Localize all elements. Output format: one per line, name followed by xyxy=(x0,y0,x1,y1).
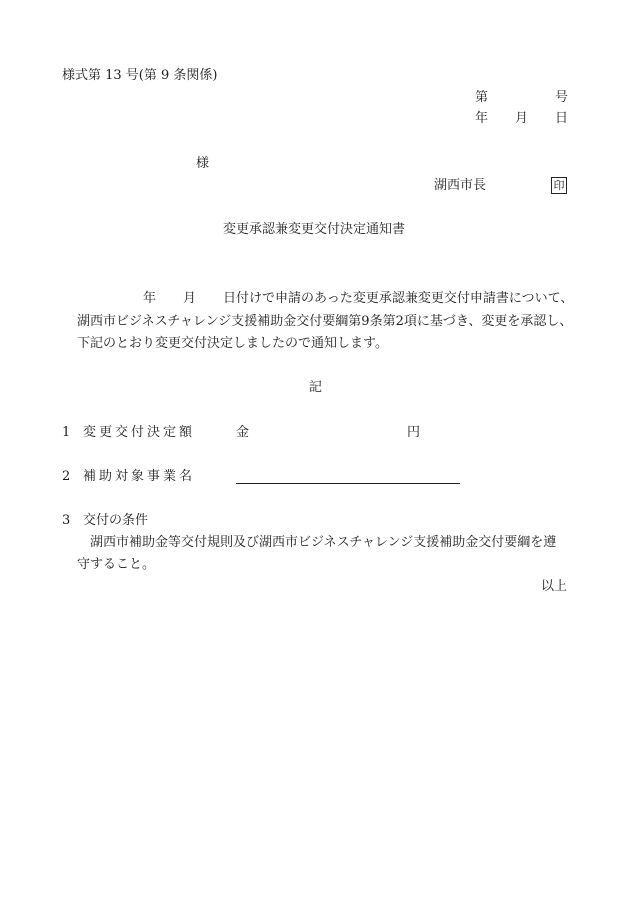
date-day: 日 xyxy=(555,111,569,126)
body-line1: 日付けで申請のあった変更承認兼変更交付申請書について、 xyxy=(223,291,574,306)
item2-label: 補助対象事業名 xyxy=(83,469,196,484)
ki-heading: 記 xyxy=(309,380,323,395)
item3-number: 3 xyxy=(62,513,71,528)
item3-text-line1: 湖西市補助金等交付規則及び湖西市ビジネスチャレンジ支援補助金交付要綱を遵 xyxy=(90,535,557,550)
seal-mark: 印 xyxy=(551,177,567,194)
document-title: 変更承認兼変更交付決定通知書 xyxy=(223,222,406,237)
item1-label: 変更交付決定額 xyxy=(83,425,196,440)
item1-number: 1 xyxy=(62,425,71,440)
date-year: 年 xyxy=(475,111,489,126)
body-line3: 下記のとおり変更交付決定しましたので通知します。 xyxy=(77,336,388,351)
form-label: 様式第 13 号(第 9 条関係) xyxy=(62,68,218,83)
recipient-suffix: 様 xyxy=(196,156,210,171)
issuer-title: 湖西市長 xyxy=(434,178,487,193)
item3-text-line2: 守すること。 xyxy=(77,557,156,572)
body-line2: 湖西市ビジネスチャレンジ支援補助金交付要綱第9条第2項に基づき、変更を承認し、 xyxy=(77,314,573,329)
project-name-blank-line xyxy=(236,483,460,484)
doc-number-prefix: 第 xyxy=(475,90,489,105)
body-year: 年 xyxy=(143,291,157,306)
item1-yen: 円 xyxy=(407,425,421,440)
item2-number: 2 xyxy=(62,469,71,484)
item1-kin: 金 xyxy=(236,425,250,440)
item3-label: 交付の条件 xyxy=(83,513,149,528)
body-month: 月 xyxy=(183,291,197,306)
closing-remark: 以上 xyxy=(541,579,568,594)
date-month: 月 xyxy=(515,111,529,126)
doc-number-suffix: 号 xyxy=(555,90,569,105)
